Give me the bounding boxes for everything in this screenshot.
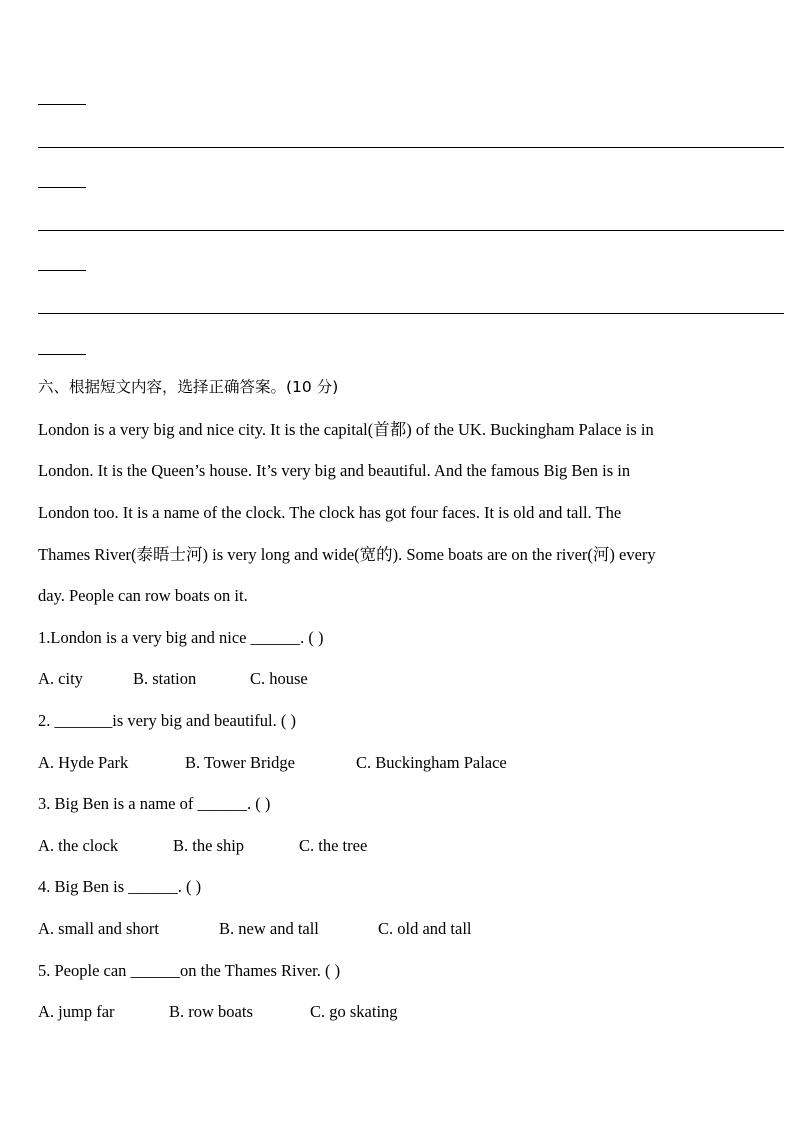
question-stem: 4. Big Ben is ______. ( ) [38, 877, 202, 896]
option-b[interactable]: B. Tower Bridge [185, 753, 295, 772]
passage-line: day. People can row boats on it. [38, 586, 248, 605]
option-b[interactable]: B. row boats [169, 1002, 253, 1021]
option-a[interactable]: A. city [38, 669, 83, 688]
passage-line: London too. It is a name of the clock. The clock has got four faces. It is old and tall. The [38, 503, 622, 522]
option-a[interactable]: A. Hyde Park [38, 753, 129, 772]
answer-blank-short[interactable] [38, 270, 86, 271]
option-c[interactable]: C. the tree [299, 836, 368, 855]
question-stem: 3. Big Ben is a name of ______. ( ) [38, 794, 271, 813]
answer-line[interactable] [38, 313, 784, 314]
answer-line[interactable] [38, 147, 784, 148]
option-c[interactable]: C. go skating [310, 1002, 398, 1021]
section-heading: 六、根据短文内容，选择正确答案。(10 分) [38, 378, 339, 396]
passage-line: Thames River(泰晤士河) is very long and wide(宽的). Some boats are on the river(河) every [38, 545, 656, 564]
option-c[interactable]: C. old and tall [378, 919, 472, 938]
passage-line: London is a very big and nice city. It is the capital(首都) of the UK. Buckingham Palace is in [38, 420, 654, 439]
question-stem: 5. People can ______on the Thames River. ( ) [38, 961, 341, 980]
option-a[interactable]: A. small and short [38, 919, 159, 938]
option-b[interactable]: B. new and tall [219, 919, 319, 938]
answer-blank-short[interactable] [38, 354, 86, 355]
answer-blank-short[interactable] [38, 187, 86, 188]
option-b[interactable]: B. the ship [173, 836, 245, 855]
option-c[interactable]: C. Buckingham Palace [356, 753, 507, 772]
option-c[interactable]: C. house [250, 669, 308, 688]
option-a[interactable]: A. jump far [38, 1002, 115, 1021]
question-stem: 2. _______is very big and beautiful. ( ) [38, 711, 296, 730]
answer-line[interactable] [38, 230, 784, 231]
option-b[interactable]: B. station [133, 669, 197, 688]
answer-blank-short[interactable] [38, 104, 86, 105]
question-stem: 1.London is a very big and nice ______. ( ) [38, 628, 324, 647]
option-a[interactable]: A. the clock [38, 836, 119, 855]
passage-line: London. It is the Queen’s house. It’s very big and beautiful. And the famous Big Ben is in [38, 461, 631, 480]
